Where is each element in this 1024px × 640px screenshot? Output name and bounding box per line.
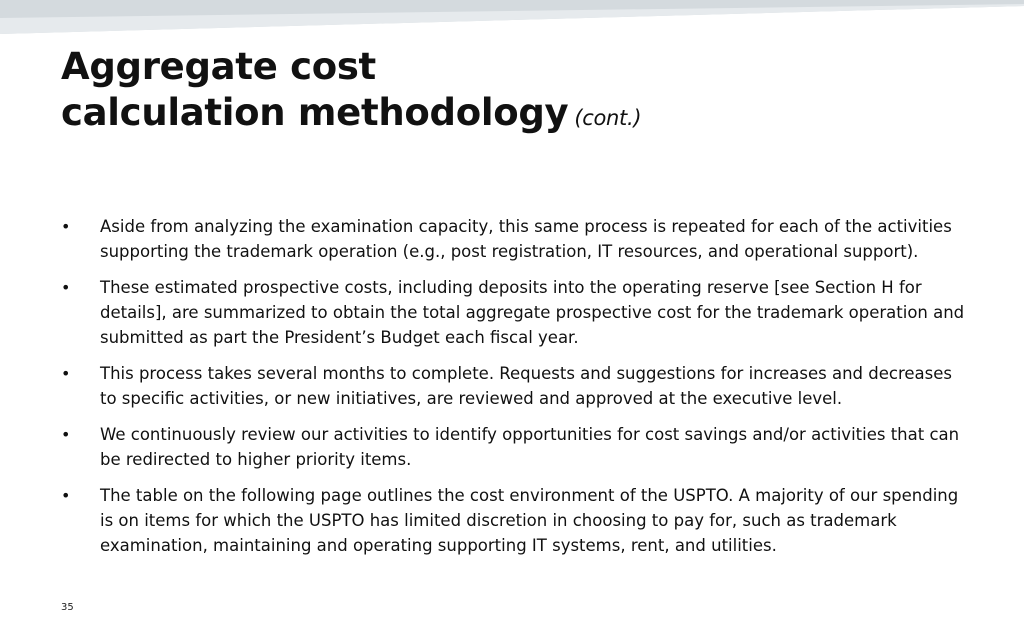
title-line-2	[61, 90, 641, 141]
slide-title	[61, 44, 641, 141]
bullet-text: This process takes several months to complete. Requests and suggestions for increases and decreases to specific activities, or new initiatives, are reviewed and approved at the executive level.	[100, 364, 952, 408]
title-line-1: Aggregate cost	[61, 45, 376, 88]
title-suffix: (cont.)	[574, 106, 642, 130]
page-number: 35	[61, 602, 74, 613]
bullet-icon: •	[61, 425, 71, 444]
bullet-item	[61, 275, 971, 350]
bullet-text: We continuously review our activities to identify opportunities for cost savings and/or activities that can be redirected to higher priority items.	[100, 425, 960, 469]
bullet-list	[61, 214, 971, 569]
bullet-item	[61, 214, 971, 264]
bullet-item	[61, 422, 971, 472]
bullet-icon: •	[61, 364, 71, 383]
header-band	[0, 0, 1024, 40]
bullet-item	[61, 361, 971, 411]
title-line-2-text: calculation methodology	[61, 91, 569, 134]
bullet-icon: •	[61, 217, 71, 236]
bullet-text: These estimated prospective costs, including deposits into the operating reserve [see Section H for details], are summarized to obtain the total aggregate prospective cost for the trademark operation and submitted as part the President’s Budget each fiscal year.	[100, 278, 965, 347]
bullet-icon: •	[61, 486, 71, 505]
bullet-text: Aside from analyzing the examination capacity, this same process is repeated for each of the activities supporting the trademark operation (e.g., post registration, IT resources, and operational support).	[100, 217, 952, 261]
bullet-icon: •	[61, 278, 71, 297]
bullet-text: The table on the following page outlines the cost environment of the USPTO. A majority of our spending is on items for which the USPTO has limited discretion in choosing to pay for, such as trademark examination, maintaining and operating supporting IT systems, rent, and utilities.	[100, 486, 959, 555]
bullet-item	[61, 483, 971, 558]
